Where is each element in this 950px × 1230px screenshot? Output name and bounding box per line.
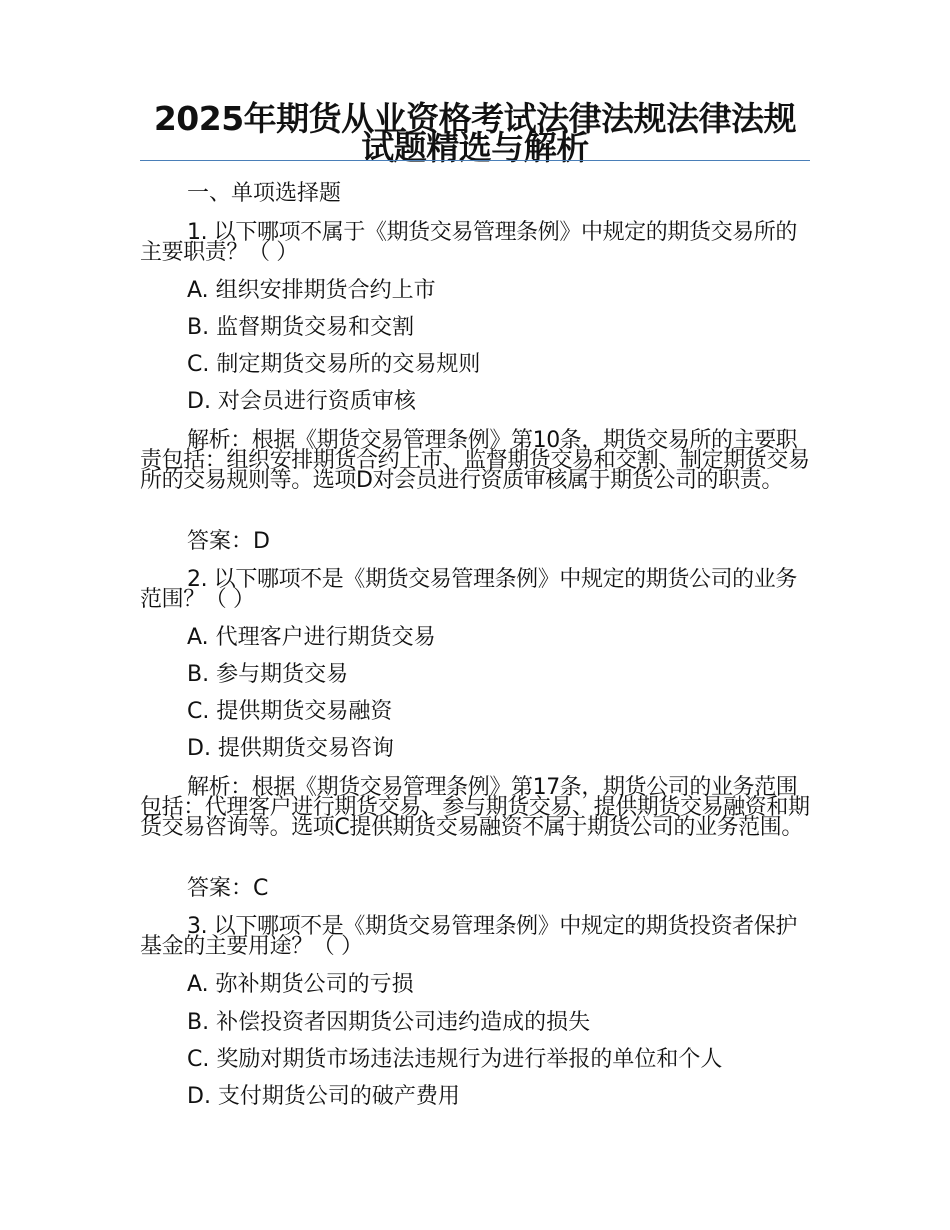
document-title: 2025年期货从业资格考试法律法规法律法规试题精选与解析	[153, 99, 797, 167]
section-heading: 一、单项选择题	[187, 181, 342, 206]
question-2-stem: 2. 以下哪项不是《期货交易管理条例》中规定的期货公司的业务范围？（ ）	[140, 567, 797, 612]
question-2-analysis: 解析：根据《期货交易管理条例》第17条，期货公司的业务范围包括：代理客户进行期货交易、参与期货交易、提供期货交易融资和期货交易咨询等。选项C提供期货交易融资不属于期货公司的业务范围。	[140, 775, 810, 840]
question-3-stem: 3. 以下哪项不是《期货交易管理条例》中规定的期货投资者保护基金的主要用途？（ ）	[140, 914, 797, 959]
question-1-analysis: 解析：根据《期货交易管理条例》第10条，期货交易所的主要职责包括：组织安排期货合约上市、监督期货交易和交割、制定期货交易所的交易规则等。选项D对会员进行资质审核属于期货公司的职责。	[140, 428, 810, 493]
question-2-answer: 答案：C	[187, 876, 269, 901]
question-1-answer: 答案：D	[187, 529, 270, 554]
title-underline	[140, 160, 810, 161]
question-2-option-c: C. 提供期货交易融资	[187, 699, 393, 724]
question-1-option-d: D. 对会员进行资质审核	[187, 389, 416, 414]
question-1-option-c: C. 制定期货交易所的交易规则	[187, 352, 481, 377]
question-2-option-d: D. 提供期货交易咨询	[187, 736, 394, 761]
question-3-option-a: A. 弥补期货公司的亏损	[187, 972, 414, 997]
question-1-stem: 1. 以下哪项不属于《期货交易管理条例》中规定的期货交易所的主要职责？（ ）	[140, 220, 797, 265]
question-1-option-b: B. 监督期货交易和交割	[187, 315, 415, 340]
question-3-option-b: B. 补偿投资者因期货公司违约造成的损失	[187, 1010, 591, 1035]
question-1-option-a: A. 组织安排期货合约上市	[187, 278, 436, 303]
question-2-option-b: B. 参与期货交易	[187, 662, 349, 687]
question-3-option-d: D. 支付期货公司的破产费用	[187, 1084, 460, 1109]
question-3-option-c: C. 奖励对期货市场违法违规行为进行举报的单位和个人	[187, 1047, 723, 1072]
question-2-option-a: A. 代理客户进行期货交易	[187, 625, 436, 650]
